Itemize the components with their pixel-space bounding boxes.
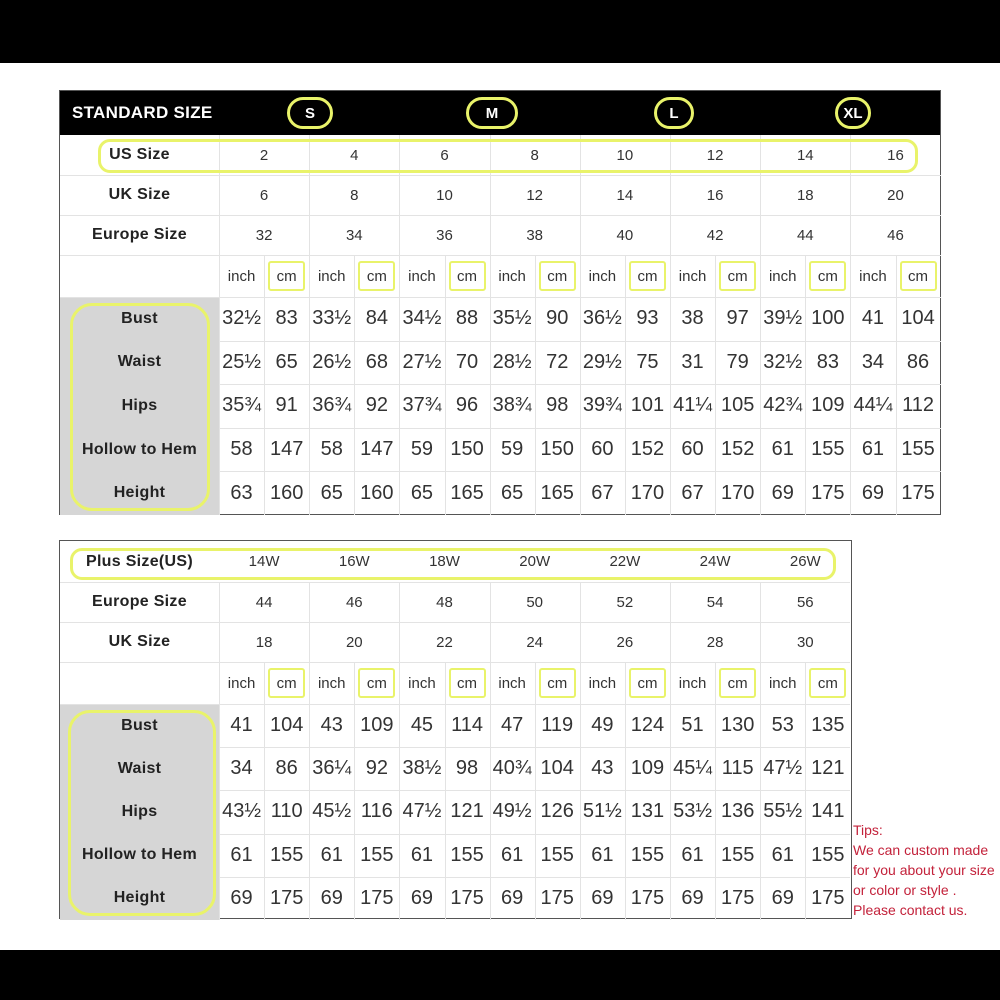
- plus-europe-size-value: 44: [255, 593, 273, 611]
- measure-value: 41: [230, 714, 253, 737]
- measure-value: 35¾: [222, 394, 262, 417]
- tips-note: [853, 820, 995, 920]
- measure-value: 43: [320, 714, 343, 737]
- measure-value: 41¼: [673, 394, 713, 417]
- measure-value: 100: [811, 307, 845, 330]
- measure-value: 121: [811, 757, 845, 780]
- measure-value: 86: [906, 350, 930, 373]
- column-divider: [354, 662, 355, 920]
- measure-value: 49: [591, 714, 614, 737]
- plus-europe-size-value: 50: [526, 593, 544, 611]
- unit-cm-label: cm: [817, 267, 838, 285]
- measure-value: 104: [269, 714, 304, 737]
- column-divider: [850, 135, 851, 515]
- measure-value: 93: [636, 307, 659, 330]
- unit-cm-label: cm: [457, 674, 478, 692]
- measure-value: 175: [269, 886, 304, 909]
- plus-europe-size-value: 52: [616, 593, 634, 611]
- unit-inch-label: inch: [768, 267, 797, 285]
- unit-inch-label: inch: [678, 267, 707, 285]
- measure-value: 47: [501, 714, 524, 737]
- unit-cm-label: cm: [276, 267, 297, 285]
- measure-value: 91: [275, 394, 298, 417]
- size-group-xl: XL: [835, 97, 871, 129]
- us-size-value: 4: [350, 146, 359, 164]
- measure-value: 175: [901, 481, 935, 504]
- tips-line: We can custom made: [853, 842, 989, 858]
- measure-value: 155: [811, 438, 845, 461]
- measure-value: 116: [360, 800, 393, 823]
- plus-europe-size-value: 54: [706, 593, 724, 611]
- column-divider: [219, 135, 220, 515]
- plus-uk-size-label: UK Size: [108, 633, 171, 650]
- measure-value: 61: [410, 843, 434, 866]
- uk-size-label: UK Size: [108, 186, 171, 203]
- measure-value: 58: [320, 438, 343, 461]
- measure-value: 92: [365, 394, 388, 417]
- plus-size-us-value: 26W: [789, 553, 821, 570]
- column-divider: [490, 582, 491, 920]
- measure-value: 152: [720, 438, 755, 461]
- measure-value: 27½: [402, 350, 442, 373]
- measure-value: 32½: [763, 350, 803, 373]
- plus-europe-size-value: 48: [436, 593, 453, 611]
- measure-value: 75: [636, 350, 659, 373]
- tips-heading: Tips:: [853, 822, 883, 838]
- plus-uk-size-value: 26: [616, 633, 634, 651]
- measure-value: 61: [591, 843, 614, 866]
- unit-inch-label: inch: [588, 267, 617, 285]
- measure-value: 175: [811, 886, 845, 909]
- unit-inch-label: inch: [227, 674, 256, 692]
- us-size-value: 6: [440, 146, 449, 164]
- us-size-value: 10: [616, 146, 634, 164]
- measure-value: 39½: [763, 307, 803, 330]
- measure-value: 126: [540, 800, 574, 823]
- europe-size-value: 36: [436, 226, 453, 244]
- measure-value: 42¾: [763, 394, 803, 417]
- measure-value: 36¾: [312, 394, 352, 417]
- measure-value: 175: [360, 886, 394, 909]
- unit-cm-label: cm: [637, 267, 658, 285]
- measure-label: Bust: [121, 309, 158, 327]
- measure-value: 45: [410, 714, 434, 737]
- measure-value: 109: [360, 714, 394, 737]
- us-size-label: US Size: [109, 146, 170, 163]
- column-divider: [715, 255, 716, 515]
- measure-value: 155: [720, 843, 755, 866]
- measure-label: Height: [113, 889, 166, 907]
- column-divider: [715, 662, 716, 920]
- unit-cm-label: cm: [276, 674, 297, 692]
- measure-value: 67: [591, 481, 614, 504]
- measure-value: 25½: [222, 350, 262, 373]
- measure-value: 69: [771, 886, 794, 909]
- measure-value: 170: [720, 481, 755, 504]
- measure-value: 155: [540, 843, 574, 866]
- unit-cm-label: cm: [547, 674, 568, 692]
- measure-value: 61: [771, 843, 794, 866]
- measure-value: 61: [771, 438, 794, 461]
- column-divider: [670, 135, 671, 515]
- uk-size-value: 10: [436, 186, 453, 204]
- uk-size-value: 12: [526, 186, 544, 204]
- measure-value: 65: [501, 481, 524, 504]
- measure-value: 51½: [582, 800, 622, 823]
- standard-header-band: [60, 91, 940, 135]
- column-divider: [760, 582, 761, 920]
- column-divider: [309, 582, 310, 920]
- measure-value: 61: [320, 843, 343, 866]
- measure-value: 34: [861, 350, 885, 373]
- measure-value: 38¾: [492, 394, 532, 417]
- measure-value: 72: [546, 350, 569, 373]
- measure-value: 31: [681, 350, 704, 373]
- column-divider: [264, 255, 265, 515]
- measure-value: 36¼: [312, 757, 352, 780]
- unit-inch-label: inch: [498, 674, 526, 692]
- measure-value: 175: [720, 886, 755, 909]
- measure-value: 98: [455, 757, 479, 780]
- uk-size-value: 16: [706, 186, 724, 204]
- europe-size-value: 46: [887, 226, 904, 244]
- top-black-bar: [0, 0, 1000, 63]
- measure-value: 43½: [222, 800, 262, 823]
- measure-value: 104: [901, 307, 935, 330]
- measure-value: 65: [275, 350, 298, 373]
- column-divider: [399, 135, 400, 515]
- plus-europe-size-value: 56: [796, 593, 814, 611]
- unit-inch-label: inch: [227, 267, 256, 285]
- column-divider: [535, 255, 536, 515]
- measure-value: 175: [811, 481, 845, 504]
- plus-size-us-value: 18W: [429, 553, 460, 570]
- column-divider: [760, 135, 761, 515]
- column-divider: [309, 135, 310, 515]
- us-size-value: 12: [706, 146, 724, 164]
- measure-value: 136: [720, 800, 755, 823]
- standard-size-title: STANDARD SIZE: [72, 103, 213, 122]
- measure-value: 37¾: [402, 394, 442, 417]
- measure-value: 115: [721, 757, 754, 780]
- measure-label: Hollow to Hem: [81, 440, 197, 458]
- measure-value: 147: [360, 438, 394, 461]
- measure-value: 63: [230, 481, 253, 504]
- measure-value: 69: [771, 481, 794, 504]
- measure-value: 84: [365, 307, 388, 330]
- us-size-value: 14: [796, 146, 814, 164]
- plus-uk-size-value: 18: [255, 633, 273, 651]
- measure-value: 83: [275, 307, 298, 330]
- standard-size-table: [59, 90, 941, 515]
- column-divider: [219, 582, 220, 920]
- uk-size-value: 20: [887, 186, 904, 204]
- column-divider: [399, 582, 400, 920]
- unit-cm-label: cm: [727, 674, 748, 692]
- measure-value: 39¾: [582, 394, 622, 417]
- plus-size-us-value: 22W: [609, 553, 641, 570]
- measure-value: 45¼: [673, 757, 713, 780]
- measure-value: 109: [811, 394, 845, 417]
- measure-value: 34: [230, 757, 253, 780]
- unit-cm-label: cm: [547, 267, 568, 285]
- unit-inch-label: inch: [317, 674, 346, 692]
- measure-value: 69: [230, 886, 253, 909]
- measure-label: Height: [113, 484, 166, 502]
- tips-line: Please contact us.: [853, 902, 968, 918]
- measure-value: 86: [275, 757, 298, 780]
- measure-value: 101: [630, 394, 665, 417]
- plus-size-us-value: 16W: [338, 553, 370, 570]
- measure-value: 92: [365, 757, 388, 780]
- measure-value: 49½: [492, 800, 532, 823]
- measure-value: 124: [630, 714, 665, 737]
- measure-value: 170: [630, 481, 665, 504]
- europe-size-value: 38: [526, 226, 544, 244]
- column-divider: [625, 255, 626, 515]
- unit-inch-label: inch: [678, 674, 707, 692]
- measure-value: 114: [451, 714, 483, 737]
- measure-value: 65: [320, 481, 343, 504]
- measure-label: Hips: [121, 396, 158, 414]
- measure-value: 150: [540, 438, 574, 461]
- measure-value: 45½: [312, 800, 352, 823]
- us-size-value: 16: [887, 146, 904, 164]
- measure-value: 61: [861, 438, 885, 461]
- size-group-m: M: [466, 97, 518, 129]
- europe-size-value: 32: [255, 226, 273, 244]
- measure-value: 67: [681, 481, 704, 504]
- measure-value: 97: [726, 307, 749, 330]
- europe-size-value: 44: [796, 226, 814, 244]
- measure-value: 98: [546, 394, 569, 417]
- plus-europe-size-value: 46: [345, 593, 363, 611]
- measure-value: 38½: [402, 757, 442, 780]
- uk-size-value: 6: [259, 186, 269, 204]
- measure-value: 44¼: [853, 394, 893, 417]
- measure-value: 58: [230, 438, 253, 461]
- us-size-value: 8: [530, 146, 539, 164]
- measure-value: 69: [591, 886, 614, 909]
- plus-uk-size-value: 24: [526, 633, 544, 651]
- measure-value: 51: [681, 714, 704, 737]
- tips-line: or color or style .: [853, 882, 957, 898]
- unit-inch-label: inch: [859, 267, 887, 285]
- measure-value: 47½: [402, 800, 442, 823]
- measure-value: 110: [270, 800, 303, 823]
- column-divider: [580, 582, 581, 920]
- measure-value: 41: [861, 307, 885, 330]
- measure-value: 59: [501, 438, 524, 461]
- measure-value: 109: [630, 757, 665, 780]
- measure-value: 90: [546, 307, 569, 330]
- measure-value: 40¾: [492, 757, 532, 780]
- measure-value: 155: [450, 843, 484, 866]
- measure-value: 121: [450, 800, 484, 823]
- column-divider: [445, 255, 446, 515]
- measure-value: 155: [360, 843, 394, 866]
- measure-value: 33½: [312, 307, 352, 330]
- measure-value: 96: [455, 394, 479, 417]
- europe-size-value: 34: [345, 226, 363, 244]
- measure-value: 141: [811, 800, 845, 823]
- measure-value: 60: [591, 438, 614, 461]
- measure-value: 104: [540, 757, 574, 780]
- measure-value: 83: [816, 350, 839, 373]
- plus-size-us-value: 20W: [519, 553, 551, 570]
- column-divider: [490, 135, 491, 515]
- column-divider: [670, 582, 671, 920]
- measure-value: 29½: [582, 350, 622, 373]
- bottom-black-bar: [0, 950, 1000, 1000]
- plus-uk-size-value: 20: [345, 633, 363, 651]
- column-divider: [805, 662, 806, 920]
- measure-label: Hips: [121, 802, 158, 820]
- unit-cm-label: cm: [908, 267, 929, 285]
- column-divider: [445, 662, 446, 920]
- plus-size-us-value: 14W: [248, 553, 280, 570]
- measure-value: 26½: [312, 350, 352, 373]
- plus-uk-size-value: 22: [436, 633, 453, 651]
- measure-value: 53½: [673, 800, 713, 823]
- measure-value: 155: [811, 843, 845, 866]
- size-group-s: S: [287, 97, 333, 129]
- measure-value: 175: [540, 886, 574, 909]
- measure-value: 105: [720, 394, 755, 417]
- measure-value: 69: [320, 886, 343, 909]
- column-divider: [805, 255, 806, 515]
- unit-inch-label: inch: [408, 674, 436, 692]
- measure-value: 112: [902, 394, 934, 417]
- column-divider: [625, 662, 626, 920]
- column-divider: [264, 662, 265, 920]
- measure-value: 150: [450, 438, 484, 461]
- measure-value: 175: [450, 886, 484, 909]
- measure-value: 28½: [492, 350, 532, 373]
- unit-inch-label: inch: [317, 267, 346, 285]
- unit-cm-label: cm: [457, 267, 478, 285]
- measure-label: Waist: [117, 759, 162, 777]
- measure-value: 69: [501, 886, 524, 909]
- measure-value: 47½: [763, 757, 803, 780]
- measure-label: Bust: [121, 716, 158, 734]
- column-divider: [896, 255, 897, 515]
- measure-value: 36½: [582, 307, 622, 330]
- measure-value: 65: [410, 481, 434, 504]
- measure-label: Waist: [117, 353, 162, 371]
- unit-inch-label: inch: [588, 674, 617, 692]
- unit-inch-label: inch: [768, 674, 797, 692]
- measure-label: Hollow to Hem: [81, 846, 197, 864]
- measure-value: 59: [410, 438, 434, 461]
- plus-uk-size-value: 28: [706, 633, 724, 651]
- measure-value: 35½: [492, 307, 532, 330]
- plus-europe-size-label: Europe Size: [92, 593, 187, 610]
- measure-value: 147: [269, 438, 304, 461]
- measure-value: 70: [455, 350, 479, 373]
- measure-value: 130: [720, 714, 755, 737]
- measure-value: 61: [681, 843, 704, 866]
- measure-value: 165: [540, 481, 574, 504]
- uk-size-value: 8: [350, 186, 359, 204]
- unit-cm-label: cm: [817, 674, 838, 692]
- measure-value: 55½: [763, 800, 803, 823]
- measure-value: 160: [269, 481, 304, 504]
- plus-uk-size-value: 30: [796, 633, 814, 651]
- unit-cm-label: cm: [366, 267, 387, 285]
- tips-line: for you about your size: [853, 862, 995, 878]
- plus-size-us-label: Plus Size(US): [85, 552, 194, 570]
- europe-size-value: 42: [706, 226, 724, 244]
- measure-value: 79: [726, 350, 749, 373]
- measure-value: 60: [681, 438, 704, 461]
- europe-size-label: Europe Size: [92, 226, 187, 243]
- column-divider: [354, 255, 355, 515]
- measure-value: 131: [630, 800, 665, 823]
- measure-value: 155: [901, 438, 935, 461]
- unit-inch-label: inch: [408, 267, 436, 285]
- measure-value: 61: [501, 843, 524, 866]
- measure-value: 88: [455, 307, 479, 330]
- measure-value: 175: [630, 886, 665, 909]
- column-divider: [580, 135, 581, 515]
- measure-value: 38: [681, 307, 704, 330]
- plus-size-us-value: 24W: [699, 553, 731, 570]
- unit-cm-label: cm: [637, 674, 658, 692]
- measure-value: 43: [591, 757, 614, 780]
- measure-value: 61: [230, 843, 253, 866]
- measure-value: 155: [269, 843, 304, 866]
- measure-value: 155: [630, 843, 665, 866]
- measure-value: 32½: [222, 307, 262, 330]
- size-group-l: L: [654, 97, 694, 129]
- europe-size-value: 40: [616, 226, 634, 244]
- unit-inch-label: inch: [498, 267, 526, 285]
- measure-value: 69: [681, 886, 704, 909]
- plus-size-table: [59, 540, 852, 919]
- measure-value: 165: [450, 481, 484, 504]
- measure-value: 152: [630, 438, 665, 461]
- unit-cm-label: cm: [366, 674, 387, 692]
- measure-value: 34½: [402, 307, 442, 330]
- column-divider: [535, 662, 536, 920]
- measure-value: 160: [360, 481, 394, 504]
- measure-value: 53: [771, 714, 794, 737]
- us-size-value: 2: [259, 146, 269, 164]
- measure-value: 69: [861, 481, 885, 504]
- measure-value: 69: [410, 886, 434, 909]
- measure-value: 135: [811, 714, 845, 737]
- uk-size-value: 14: [616, 186, 634, 204]
- uk-size-value: 18: [796, 186, 814, 204]
- unit-cm-label: cm: [727, 267, 748, 285]
- measure-value: 119: [541, 714, 574, 737]
- measure-value: 68: [365, 350, 388, 373]
